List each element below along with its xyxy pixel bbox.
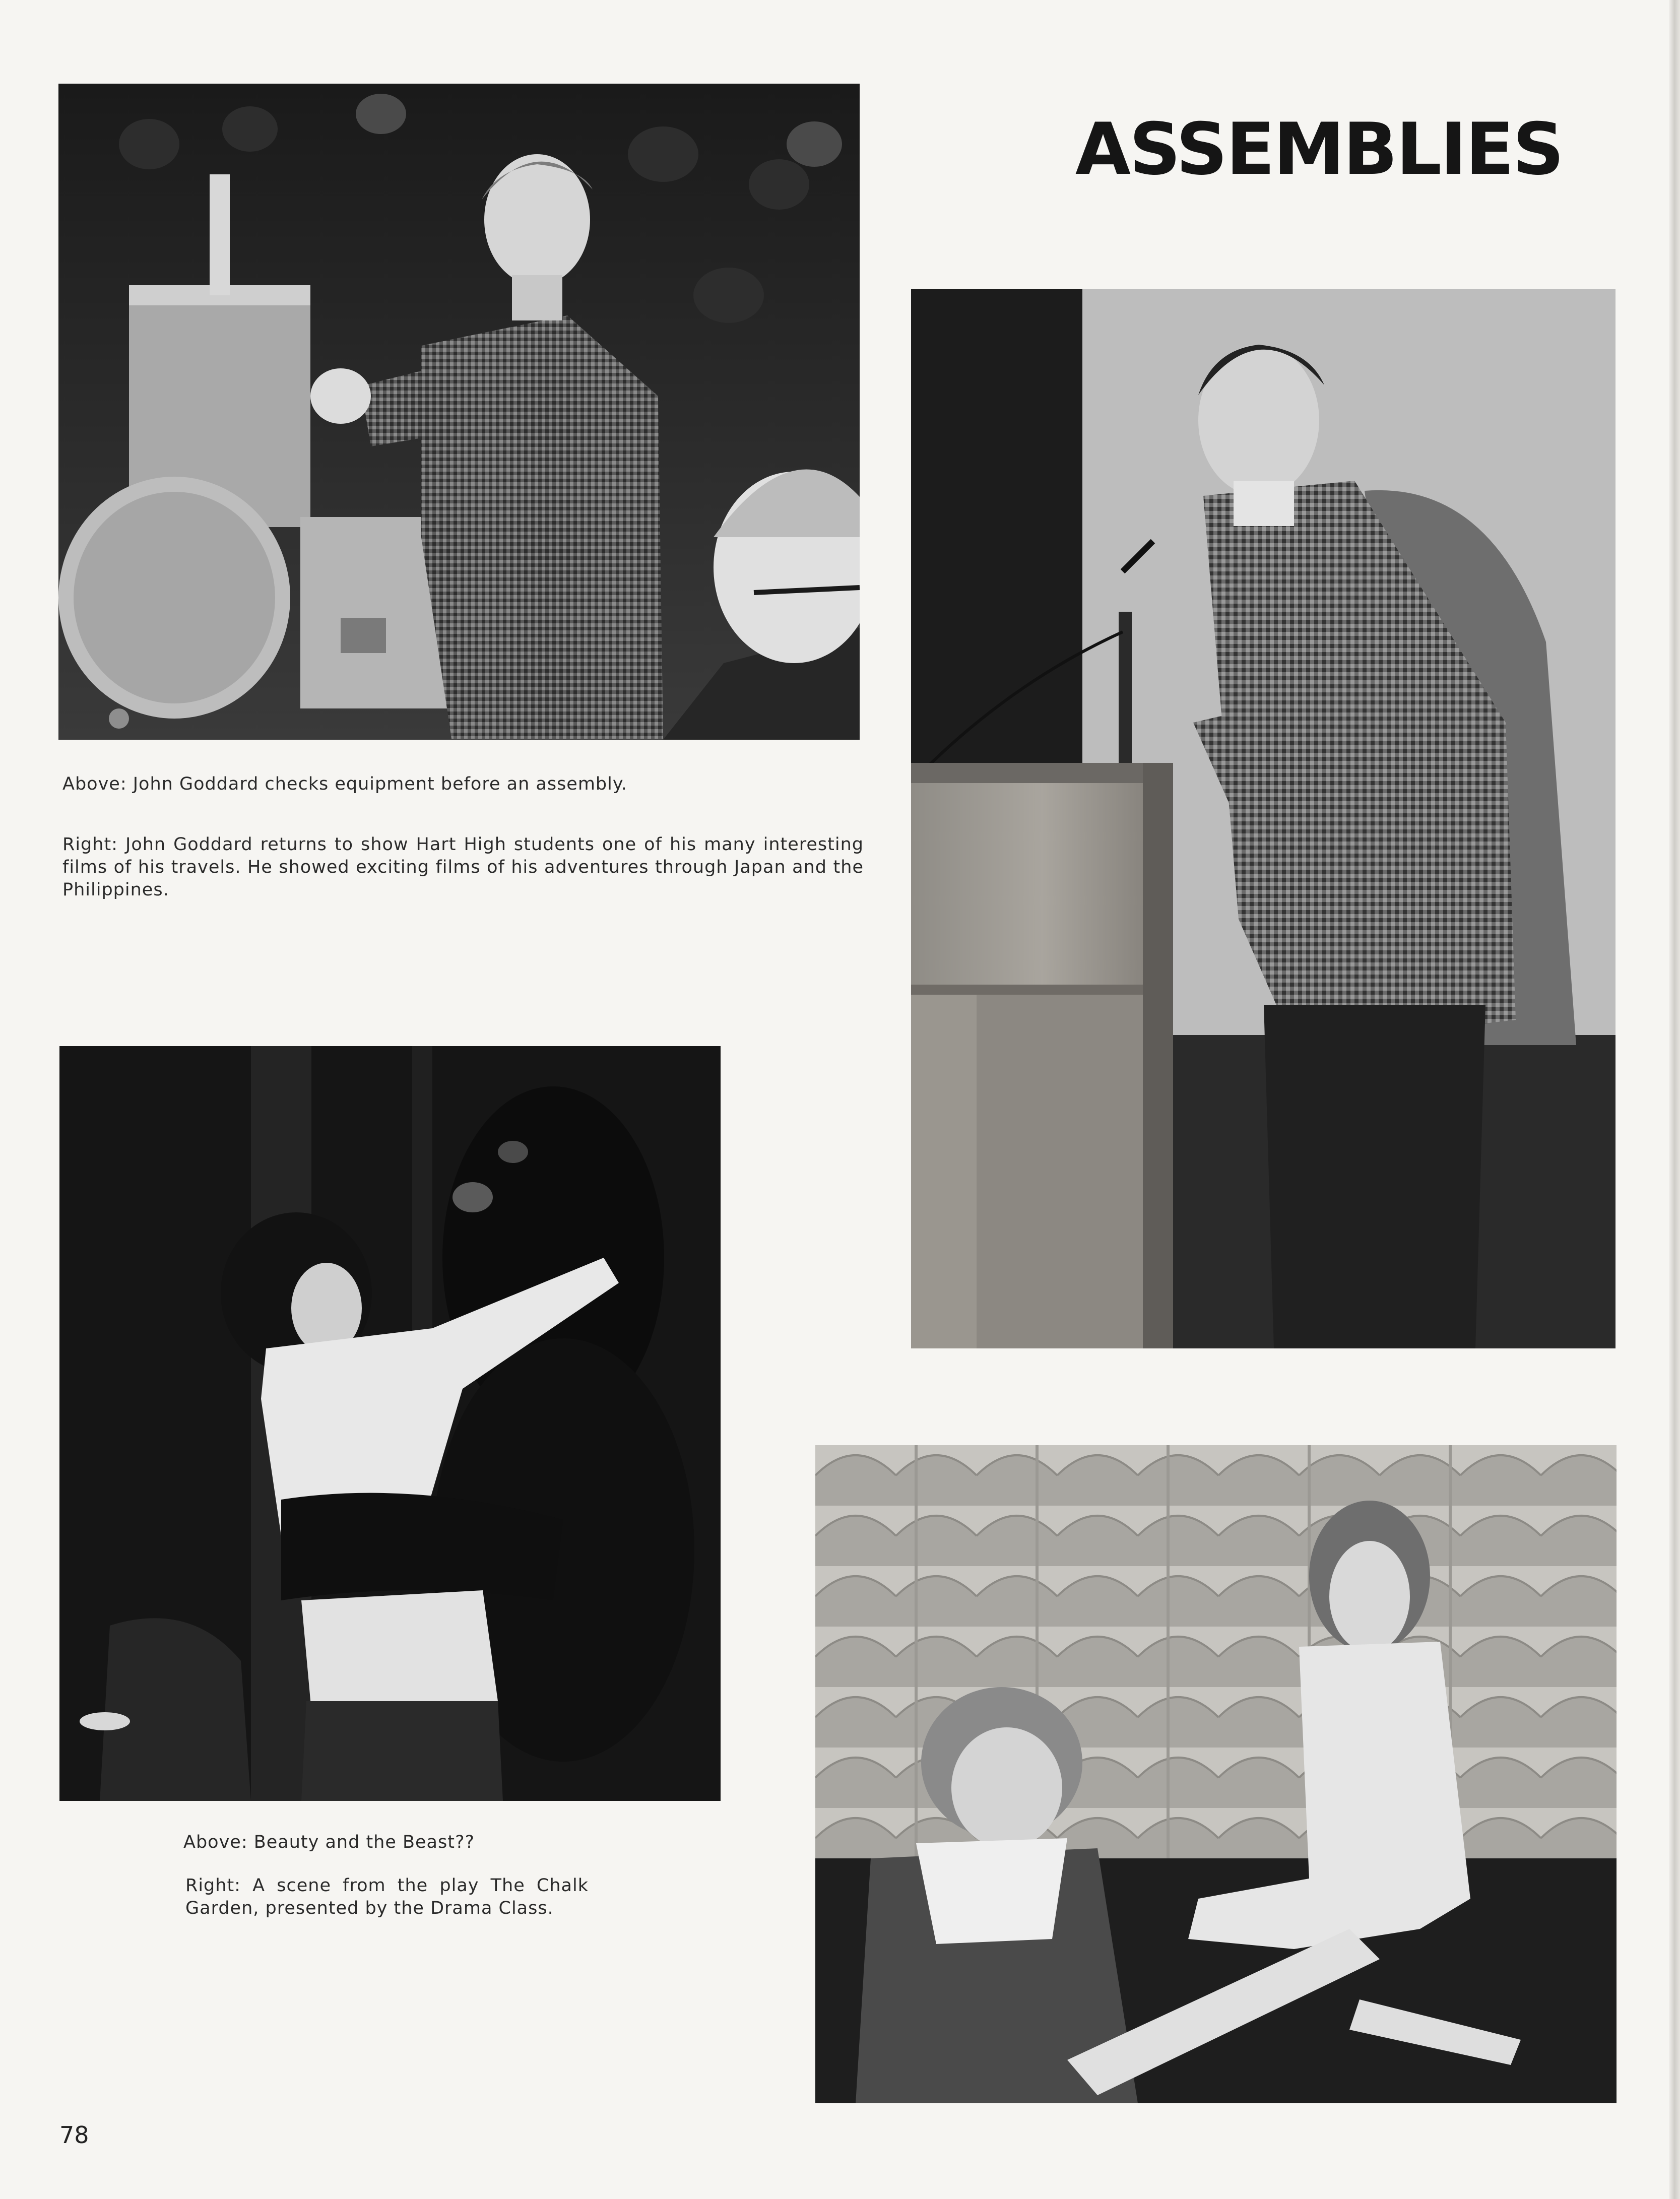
page-title: ASSEMBLIES: [1075, 108, 1563, 191]
caption-chalk-garden: Right: A scene from the play The Chalk Garden, presented by the Drama Class.: [185, 1875, 589, 1918]
photo-beauty-and-the-beast: [59, 1046, 721, 1801]
photo-chalk-garden-scene: [815, 1445, 1617, 2103]
page-number: 78: [59, 2121, 89, 2149]
caption-beauty-and-beast: Above: Beauty and the Beast??: [183, 1832, 475, 1852]
photo-goddard-checking-equipment: [58, 84, 860, 740]
caption-travel-films: Right: John Goddard returns to show Hart High students one of his many interesting films of his travels. He showed exciting films of his adventures through Japan and the Philippines.: [62, 834, 864, 900]
caption-equipment-check: Above: John Goddard checks equipment before an assembly.: [62, 774, 627, 794]
photo-goddard-at-podium: [911, 289, 1616, 1348]
page-binding-edge: [1669, 0, 1680, 2199]
